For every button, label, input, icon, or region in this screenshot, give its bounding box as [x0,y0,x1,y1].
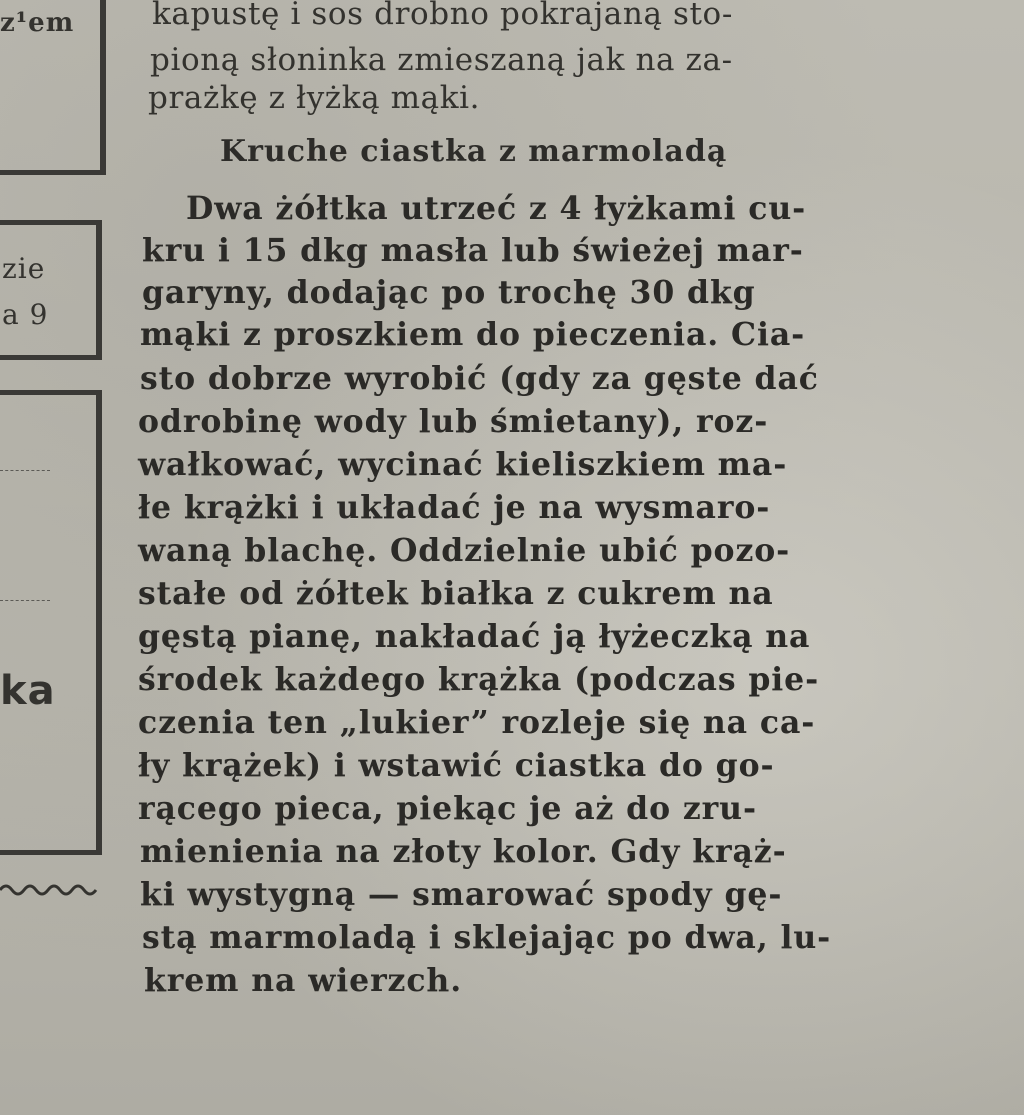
wave-ornament-icon [0,880,100,900]
left-column-fragments [0,0,110,1115]
text-line: mienienia na złoty kolor. Gdy krąż- [140,833,787,870]
text-line: wałkować, wycinać kieliszkiem ma- [138,446,788,483]
text-line: waną blachę. Oddzielnie ubić pozo- [138,532,791,569]
left-fragment-text: zie [2,252,46,285]
text-line: kapustę i sos drobno pokrajaną sto- [152,0,733,32]
left-fragment-text: z¹em [0,8,75,38]
text-line: krem na wierzch. [144,962,463,999]
text-line: ki wystygną — smarować spody gę- [140,876,783,913]
left-fragment-text: ka [0,668,56,714]
text-line: kru i 15 dkg masła lub świeżej mar- [142,232,804,269]
text-line: mąki z proszkiem do pieczenia. Cia- [140,316,806,353]
text-line: prażkę z łyżką mąki. [148,80,481,116]
left-box-2 [0,220,102,360]
text-line: Dwa żółtka utrzeć z 4 łyżkami cu- [186,190,807,227]
text-line: stą marmoladą i sklejając po dwa, lu- [142,919,832,956]
dotted-divider [0,600,50,601]
text-line: rącego pieca, piekąc je aż do zru- [138,790,757,827]
left-box-3 [0,390,102,855]
text-line: czenia ten „lukier” rozleje się na ca- [138,704,816,741]
left-fragment-text: a 9 [2,298,49,331]
text-line: garyny, dodając po trochę 30 dkg [142,274,756,311]
recipe-title: Kruche ciastka z marmoladą [220,134,728,169]
text-line: gęstą pianę, nakładać ją łyżeczką na [138,618,811,655]
text-line: sto dobrze wyrobić (gdy za gęste dać [140,360,819,397]
text-line: pioną słoninka zmieszaną jak na za- [150,42,733,78]
text-line: ły krążek) i wstawić ciastka do go- [138,747,775,784]
text-line: odrobinę wody lub śmietany), roz- [138,403,769,440]
text-line: stałe od żółtek białka z cukrem na [138,575,774,612]
text-line: łe krążki i układać je na wysmaro- [138,489,771,526]
text-line: środek każdego krążka (podczas pie- [138,661,820,698]
dotted-divider [0,470,50,471]
